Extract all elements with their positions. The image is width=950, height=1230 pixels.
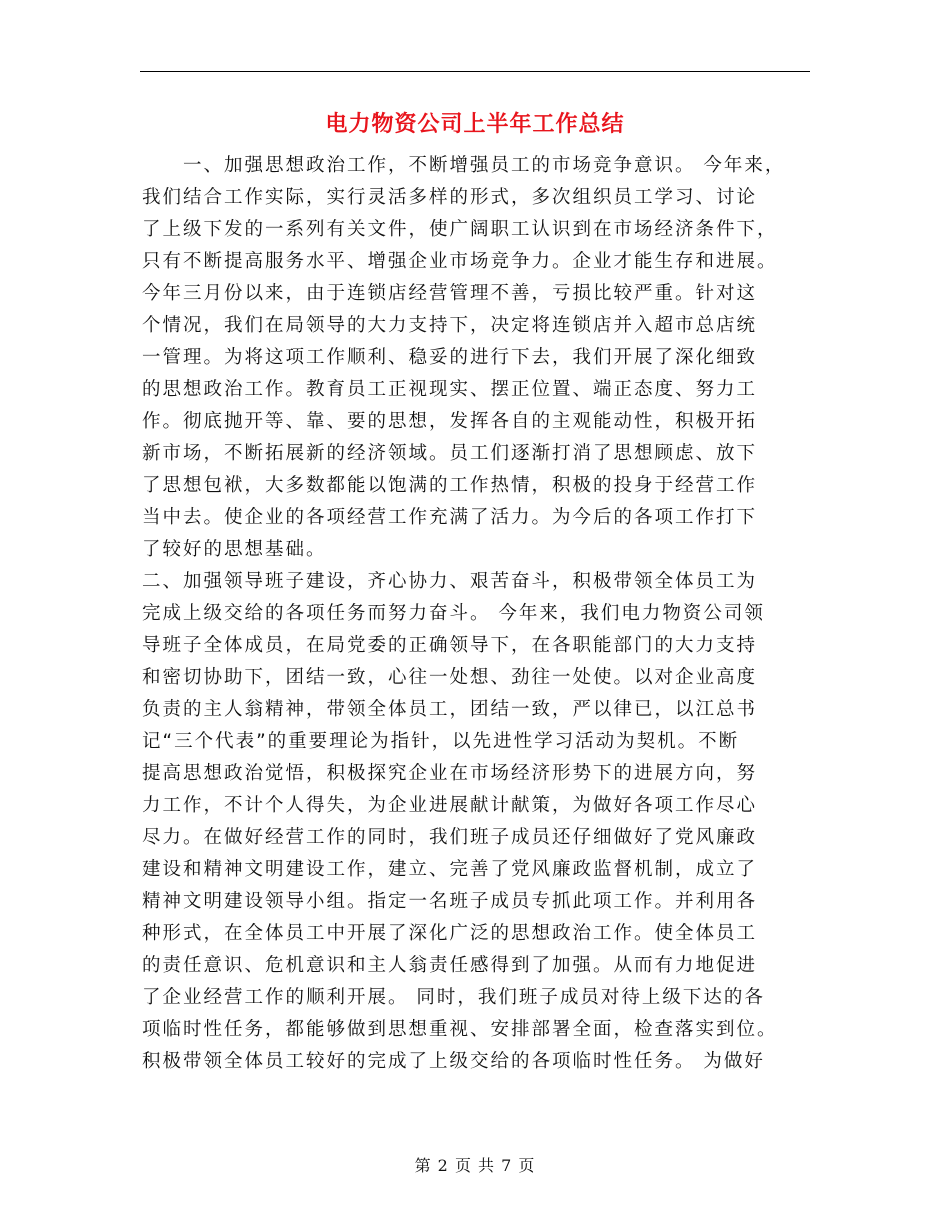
body-line: 二、加强领导班子建设，齐心协力、艰苦奋斗，积极带领全体员工为 [142, 571, 758, 592]
body-line: 种形式，在全体员工中开展了深化广泛的思想政治工作。使全体员工 [142, 923, 758, 944]
body-line: 了企业经营工作的顺利开展。 同时，我们班子成员对待上级下达的各 [142, 987, 765, 1008]
body-line: 了思想包袱，大多数都能以饱满的工作热情，积极的投身于经营工作 [142, 475, 758, 496]
body-line: 的思想政治工作。教育员工正视现实、摆正位置、端正态度、努力工 [142, 379, 758, 400]
page-number: 第 2 页 共 7 页 [414, 1156, 536, 1175]
body-line: 作。彻底抛开等、靠、要的思想，发挥各自的主观能动性，积极开拓 [142, 411, 758, 432]
body-line: 完成上级交给的各项任务而努力奋斗。 今年来，我们电力物资公司领 [142, 603, 765, 624]
body-line: 一、加强思想政治工作，不断增强员工的市场竞争意识。 今年来， [142, 155, 786, 176]
document-title: 电力物资公司上半年工作总结 [325, 112, 625, 137]
body-line: 新市场，不断拓展新的经济领域。员工们逐渐打消了思想顾虑、放下 [142, 443, 758, 464]
body-line: 负责的主人翁精神，带领全体员工，团结一致，严以律已，以江总书 [142, 699, 758, 720]
body-line: 提高思想政治觉悟，积极探究企业在市场经济形势下的进展方向，努 [142, 763, 758, 784]
body-line: 一管理。为将这项工作顺利、稳妥的进行下去，我们开展了深化细致 [142, 347, 758, 368]
header-rule [140, 71, 810, 72]
body-line: 精神文明建设领导小组。指定一名班子成员专抓此项工作。并利用各 [142, 891, 758, 912]
body-line: 了上级下发的一系列有关文件，使广阔职工认识到在市场经济条件下， [142, 219, 778, 240]
body-line: 今年三月份以来，由于连锁店经营管理不善，亏损比较严重。针对这 [142, 283, 758, 304]
body-line: 只有不断提高服务水平、增强企业市场竞争力。企业才能生存和进展。 [142, 251, 778, 272]
body-line: 力工作，不计个人得失，为企业进展献计献策，为做好各项工作尽心 [142, 795, 758, 816]
body-line: 积极带领全体员工较好的完成了上级交给的各项临时性任务。 为做好 [142, 1051, 765, 1072]
body-line: 当中去。使企业的各项经营工作充满了活力。为今后的各项工作打下 [142, 507, 758, 528]
body-line: 和密切协助下，团结一致，心往一处想、劲往一处使。以对企业高度 [142, 667, 758, 688]
body-line: 个情况，我们在局领导的大力支持下，决定将连锁店并入超市总店统 [142, 315, 758, 336]
body-line: 尽力。在做好经营工作的同时，我们班子成员还仔细做好了党风廉政 [142, 827, 758, 848]
body-line: 建设和精神文明建设工作，建立、完善了党风廉政监督机制，成立了 [142, 859, 758, 880]
body-line: 导班子全体成员，在局党委的正确领导下，在各职能部门的大力支持 [142, 635, 758, 656]
body-line: 的责任意识、危机意识和主人翁责任感得到了加强。从而有力地促进 [142, 955, 758, 976]
body-line: 我们结合工作实际，实行灵活多样的形式，多次组织员工学习、讨论 [142, 187, 758, 208]
body-line: 记“三个代表”的重要理论为指针，以先进性学习活动为契机。不断 [142, 731, 740, 752]
body-line: 了较好的思想基础。 [142, 539, 327, 560]
body-line: 项临时性任务，都能够做到思想重视、安排部署全面，检查落实到位。 [142, 1019, 778, 1040]
